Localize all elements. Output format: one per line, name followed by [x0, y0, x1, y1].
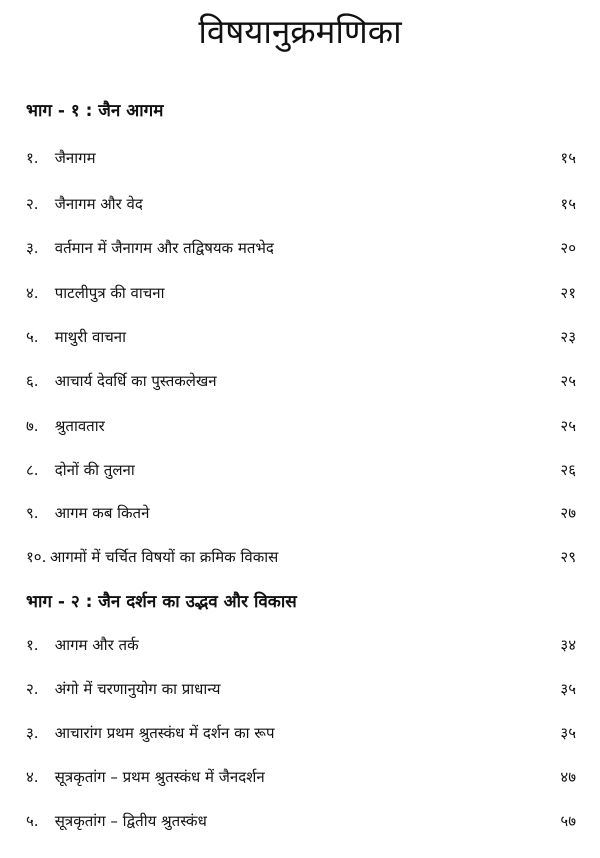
entry-page-number: २७ — [560, 504, 576, 522]
entry-page-number: २० — [560, 239, 576, 257]
toc-entry-label — [26, 194, 143, 214]
toc-entry[interactable] — [26, 764, 576, 790]
entry-text: वर्तमान में जैनागम और तद्विषयक मतभेद — [54, 239, 274, 257]
toc-entry-label — [26, 503, 149, 523]
entry-number: १. — [26, 149, 39, 167]
entry-number: ५. — [26, 812, 39, 830]
toc-entry[interactable] — [26, 324, 576, 350]
entry-text: पाटलीपुत्र की वाचना — [54, 284, 165, 302]
toc-entry-label — [26, 679, 220, 699]
entry-number: ८. — [26, 461, 39, 479]
entry-page-number: २५ — [560, 372, 576, 390]
toc-entry-label — [26, 148, 96, 168]
entry-text: आचार्य देवर्धि का पुस्तकलेखन — [54, 372, 217, 390]
entry-page-number: १५ — [560, 195, 576, 213]
entry-text: माथुरी वाचना — [54, 328, 126, 346]
toc-entry[interactable] — [26, 457, 576, 483]
toc-entry[interactable] — [26, 191, 576, 217]
entry-text: आगमों में चर्चित विषयों का क्रमिक विकास — [50, 548, 279, 566]
entry-page-number: २९ — [560, 548, 576, 566]
entry-text: आचारांग प्रथम श्रुतस्कंध में दर्शन का रूप — [54, 724, 275, 742]
entry-text: आगम और तर्क — [54, 636, 139, 654]
entry-page-number: १५ — [560, 149, 576, 167]
entry-number: ५. — [26, 328, 39, 346]
toc-entry[interactable] — [26, 720, 576, 746]
toc-entry-label — [26, 767, 265, 787]
entry-number: १. — [26, 636, 39, 654]
part-heading-2: भाग - २ : जैन दर्शन का उद्भव और विकास — [26, 592, 297, 612]
toc-entry[interactable] — [26, 280, 576, 306]
entry-number: ३. — [26, 239, 39, 257]
toc-entry-label — [26, 811, 207, 831]
entry-text: दोनों की तुलना — [54, 461, 135, 479]
entry-page-number: २६ — [560, 461, 576, 479]
entry-text: श्रुतावतार — [54, 417, 105, 435]
entry-page-number: २५ — [560, 417, 576, 435]
toc-entry-label — [26, 327, 126, 347]
toc-entry[interactable] — [26, 500, 576, 526]
entry-number: ४. — [26, 768, 39, 786]
toc-entry-label — [26, 238, 274, 258]
toc-entry-label — [26, 547, 278, 567]
toc-entry[interactable] — [26, 808, 576, 834]
entry-number: ७. — [26, 417, 39, 435]
toc-entry[interactable] — [26, 235, 576, 261]
entry-page-number: ३५ — [560, 680, 576, 698]
entry-text: जैनागम और वेद — [54, 195, 143, 213]
toc-entry[interactable] — [26, 145, 576, 171]
entry-number: ९. — [26, 504, 39, 522]
page-title: विषयानुक्रमणिका — [198, 12, 402, 51]
entry-page-number: ३५ — [560, 724, 576, 742]
entry-text: अंगो में चरणानुयोग का प्राधान्य — [54, 680, 221, 698]
entry-page-number: ५७ — [560, 812, 576, 830]
toc-entry-label — [26, 635, 139, 655]
part-heading-1: भाग - १ : जैन आगम — [26, 101, 164, 121]
toc-entry-label — [26, 371, 217, 391]
toc-entry-label — [26, 416, 105, 436]
toc-entry-label — [26, 460, 135, 480]
toc-entry[interactable] — [26, 413, 576, 439]
entry-number: ६. — [26, 372, 39, 390]
toc-entry-label — [26, 723, 274, 743]
entry-number: ४. — [26, 284, 39, 302]
entry-number: २. — [26, 680, 39, 698]
entry-text: जैनागम — [54, 149, 96, 167]
toc-entry[interactable] — [26, 632, 576, 658]
entry-page-number: ४७ — [560, 768, 576, 786]
entry-text: आगम कब कितने — [54, 504, 150, 522]
entry-page-number: ३४ — [560, 636, 576, 654]
toc-entry-label — [26, 283, 165, 303]
entry-number: १०. — [26, 548, 47, 566]
entry-page-number: २३ — [560, 328, 576, 346]
toc-entry[interactable] — [26, 544, 576, 570]
entry-text: सूत्रकृतांग – द्वितीय श्रुतस्कंध — [54, 812, 207, 830]
toc-entry[interactable] — [26, 676, 576, 702]
toc-entry[interactable] — [26, 368, 576, 394]
entry-number: ३. — [26, 724, 39, 742]
entry-number: २. — [26, 195, 39, 213]
entry-page-number: २१ — [560, 284, 576, 302]
entry-text: सूत्रकृतांग – प्रथम श्रुतस्कंध में जैनदर्शन — [54, 768, 265, 786]
